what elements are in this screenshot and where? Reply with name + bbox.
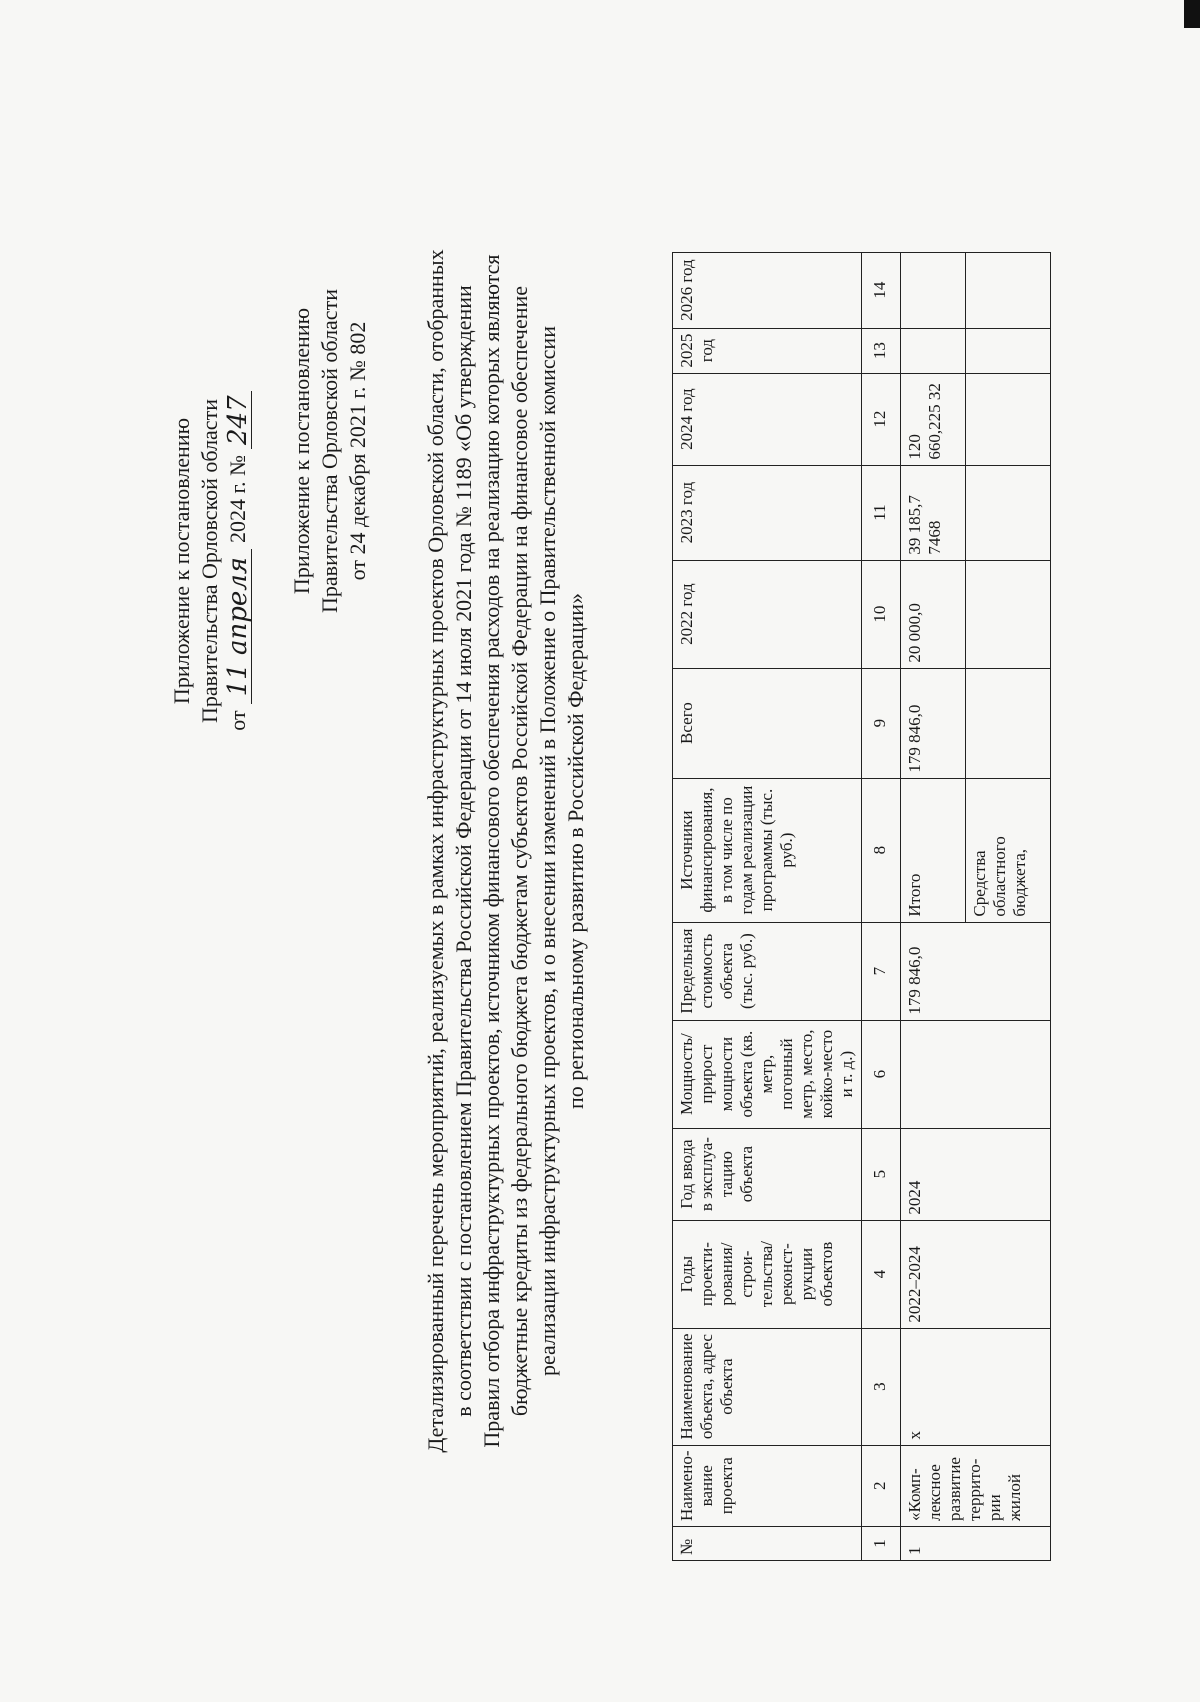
- object-name-cell: х: [901, 1328, 1051, 1445]
- max-cost-cell: 179 846,0: [901, 922, 1051, 1020]
- column-number-row: [862, 252, 901, 1560]
- handwritten-date: 11 апреля: [225, 549, 252, 704]
- date-prefix: от: [225, 710, 250, 731]
- document-title: [422, 141, 590, 1561]
- rotated-document-content: [60, 41, 1140, 1661]
- table-row: [901, 252, 966, 1560]
- year-2025-cell: [901, 328, 966, 373]
- year-2024-cell: [966, 373, 1051, 465]
- header-cell: 2025 год: [673, 328, 862, 373]
- header-cell: Всего: [673, 668, 862, 778]
- appendix-header-line: от 24 декабря 2021 г. № 802: [345, 321, 370, 581]
- title-line: бюджетные кредиты из федерального бюджета бюджетам субъектов Российской Федерации на финансовое обеспечение: [507, 285, 532, 1417]
- column-number-cell: 10: [862, 560, 901, 668]
- funding-source-cell: Средства областного бюджета,: [966, 778, 1051, 922]
- header-cell: Наимено-вание проекта: [673, 1445, 862, 1526]
- year-text: 2024 г. №: [225, 454, 250, 543]
- appendix-date-line: [224, 391, 252, 730]
- title-line: реализации инфраструктурных проектов, и о внесении изменений в Положение о Правительственной комиссии: [535, 326, 560, 1376]
- appendix-header-line: Приложение к постановлению: [169, 417, 194, 705]
- year-2025-cell: [966, 328, 1051, 373]
- total-cell: 179 846,0: [901, 668, 966, 778]
- year-2022-cell: [966, 560, 1051, 668]
- header-cell: Годы проекти-рования/ строи-тельства/ реконст-рукции объектов: [673, 1220, 862, 1328]
- column-number-cell: 7: [862, 922, 901, 1020]
- projects-table: [672, 252, 1051, 1561]
- title-line: Детализированный перечень мероприятий, реализуемых в рамках инфраструктурных проектов Орловской области, отобранных: [423, 249, 448, 1453]
- header-cell: 2026 год: [673, 252, 862, 328]
- column-number-cell: 9: [862, 668, 901, 778]
- appendix-header-line: Приложение к постановлению: [289, 307, 314, 595]
- handwritten-number: 247: [225, 391, 252, 449]
- year-2024-cell: 120 660,225 32: [901, 373, 966, 465]
- header-cell: Предельная стоимость объекта (тыс. руб.): [673, 922, 862, 1020]
- year-2023-cell: 39 185,7 7468: [901, 465, 966, 560]
- appendix-header-new: [168, 241, 252, 881]
- total-cell: [966, 668, 1051, 778]
- column-number-cell: 13: [862, 328, 901, 373]
- header-cell: Источники финансирования, в том числе по годам реализации программы (тыс. руб.): [673, 778, 862, 922]
- commission-year-cell: 2024: [901, 1128, 1051, 1220]
- title-line: по региональному развитию в Российской Федерации»: [563, 593, 588, 1110]
- year-2026-cell: [901, 252, 966, 328]
- header-cell: №: [673, 1527, 862, 1561]
- column-number-cell: 11: [862, 465, 901, 560]
- column-number-cell: 3: [862, 1328, 901, 1445]
- header-cell: Год ввода в эксплуа-тацию объекта: [673, 1128, 862, 1220]
- appendix-header-line: Правительства Орловской области: [197, 399, 222, 723]
- funding-source-cell: Итого: [901, 778, 966, 922]
- scan-corner-mark: [1184, 0, 1200, 28]
- column-number-cell: 12: [862, 373, 901, 465]
- year-2023-cell: [966, 465, 1051, 560]
- appendix-header-line: Правительства Орловской области: [317, 289, 342, 613]
- year-2022-cell: 20 000,0: [901, 560, 966, 668]
- column-number-cell: 5: [862, 1128, 901, 1220]
- title-line: в соответствии с постановлением Правительства Российской Федерации от 14 июля 2021 года № 1189 «Об утверждении: [451, 285, 476, 1417]
- header-cell: 2024 год: [673, 373, 862, 465]
- row-number-cell: 1: [901, 1527, 1051, 1561]
- header-cell: 2023 год: [673, 465, 862, 560]
- project-name-cell: «Комп-лексное развитие террито-рии жилой: [901, 1445, 1051, 1526]
- column-number-cell: 1: [862, 1527, 901, 1561]
- header-cell: Мощность/ прирост мощности объекта (кв. метр, погонный метр, место, койко-место и т. д.): [673, 1020, 862, 1128]
- title-line: Правил отбора инфраструктурных проектов, источником финансового обеспечения расходов на реализацию которых являются: [479, 254, 504, 1448]
- column-number-cell: 6: [862, 1020, 901, 1128]
- capacity-cell: [901, 1020, 1051, 1128]
- column-number-cell: 8: [862, 778, 901, 922]
- table-header-row: [673, 252, 862, 1560]
- header-cell: Наименование объекта, адрес объекта: [673, 1328, 862, 1445]
- appendix-header-original: [288, 251, 372, 651]
- column-number-cell: 2: [862, 1445, 901, 1526]
- column-number-cell: 4: [862, 1220, 901, 1328]
- column-number-cell: 14: [862, 252, 901, 328]
- design-years-cell: 2022–2024: [901, 1220, 1051, 1328]
- header-cell: 2022 год: [673, 560, 862, 668]
- year-2026-cell: [966, 252, 1051, 328]
